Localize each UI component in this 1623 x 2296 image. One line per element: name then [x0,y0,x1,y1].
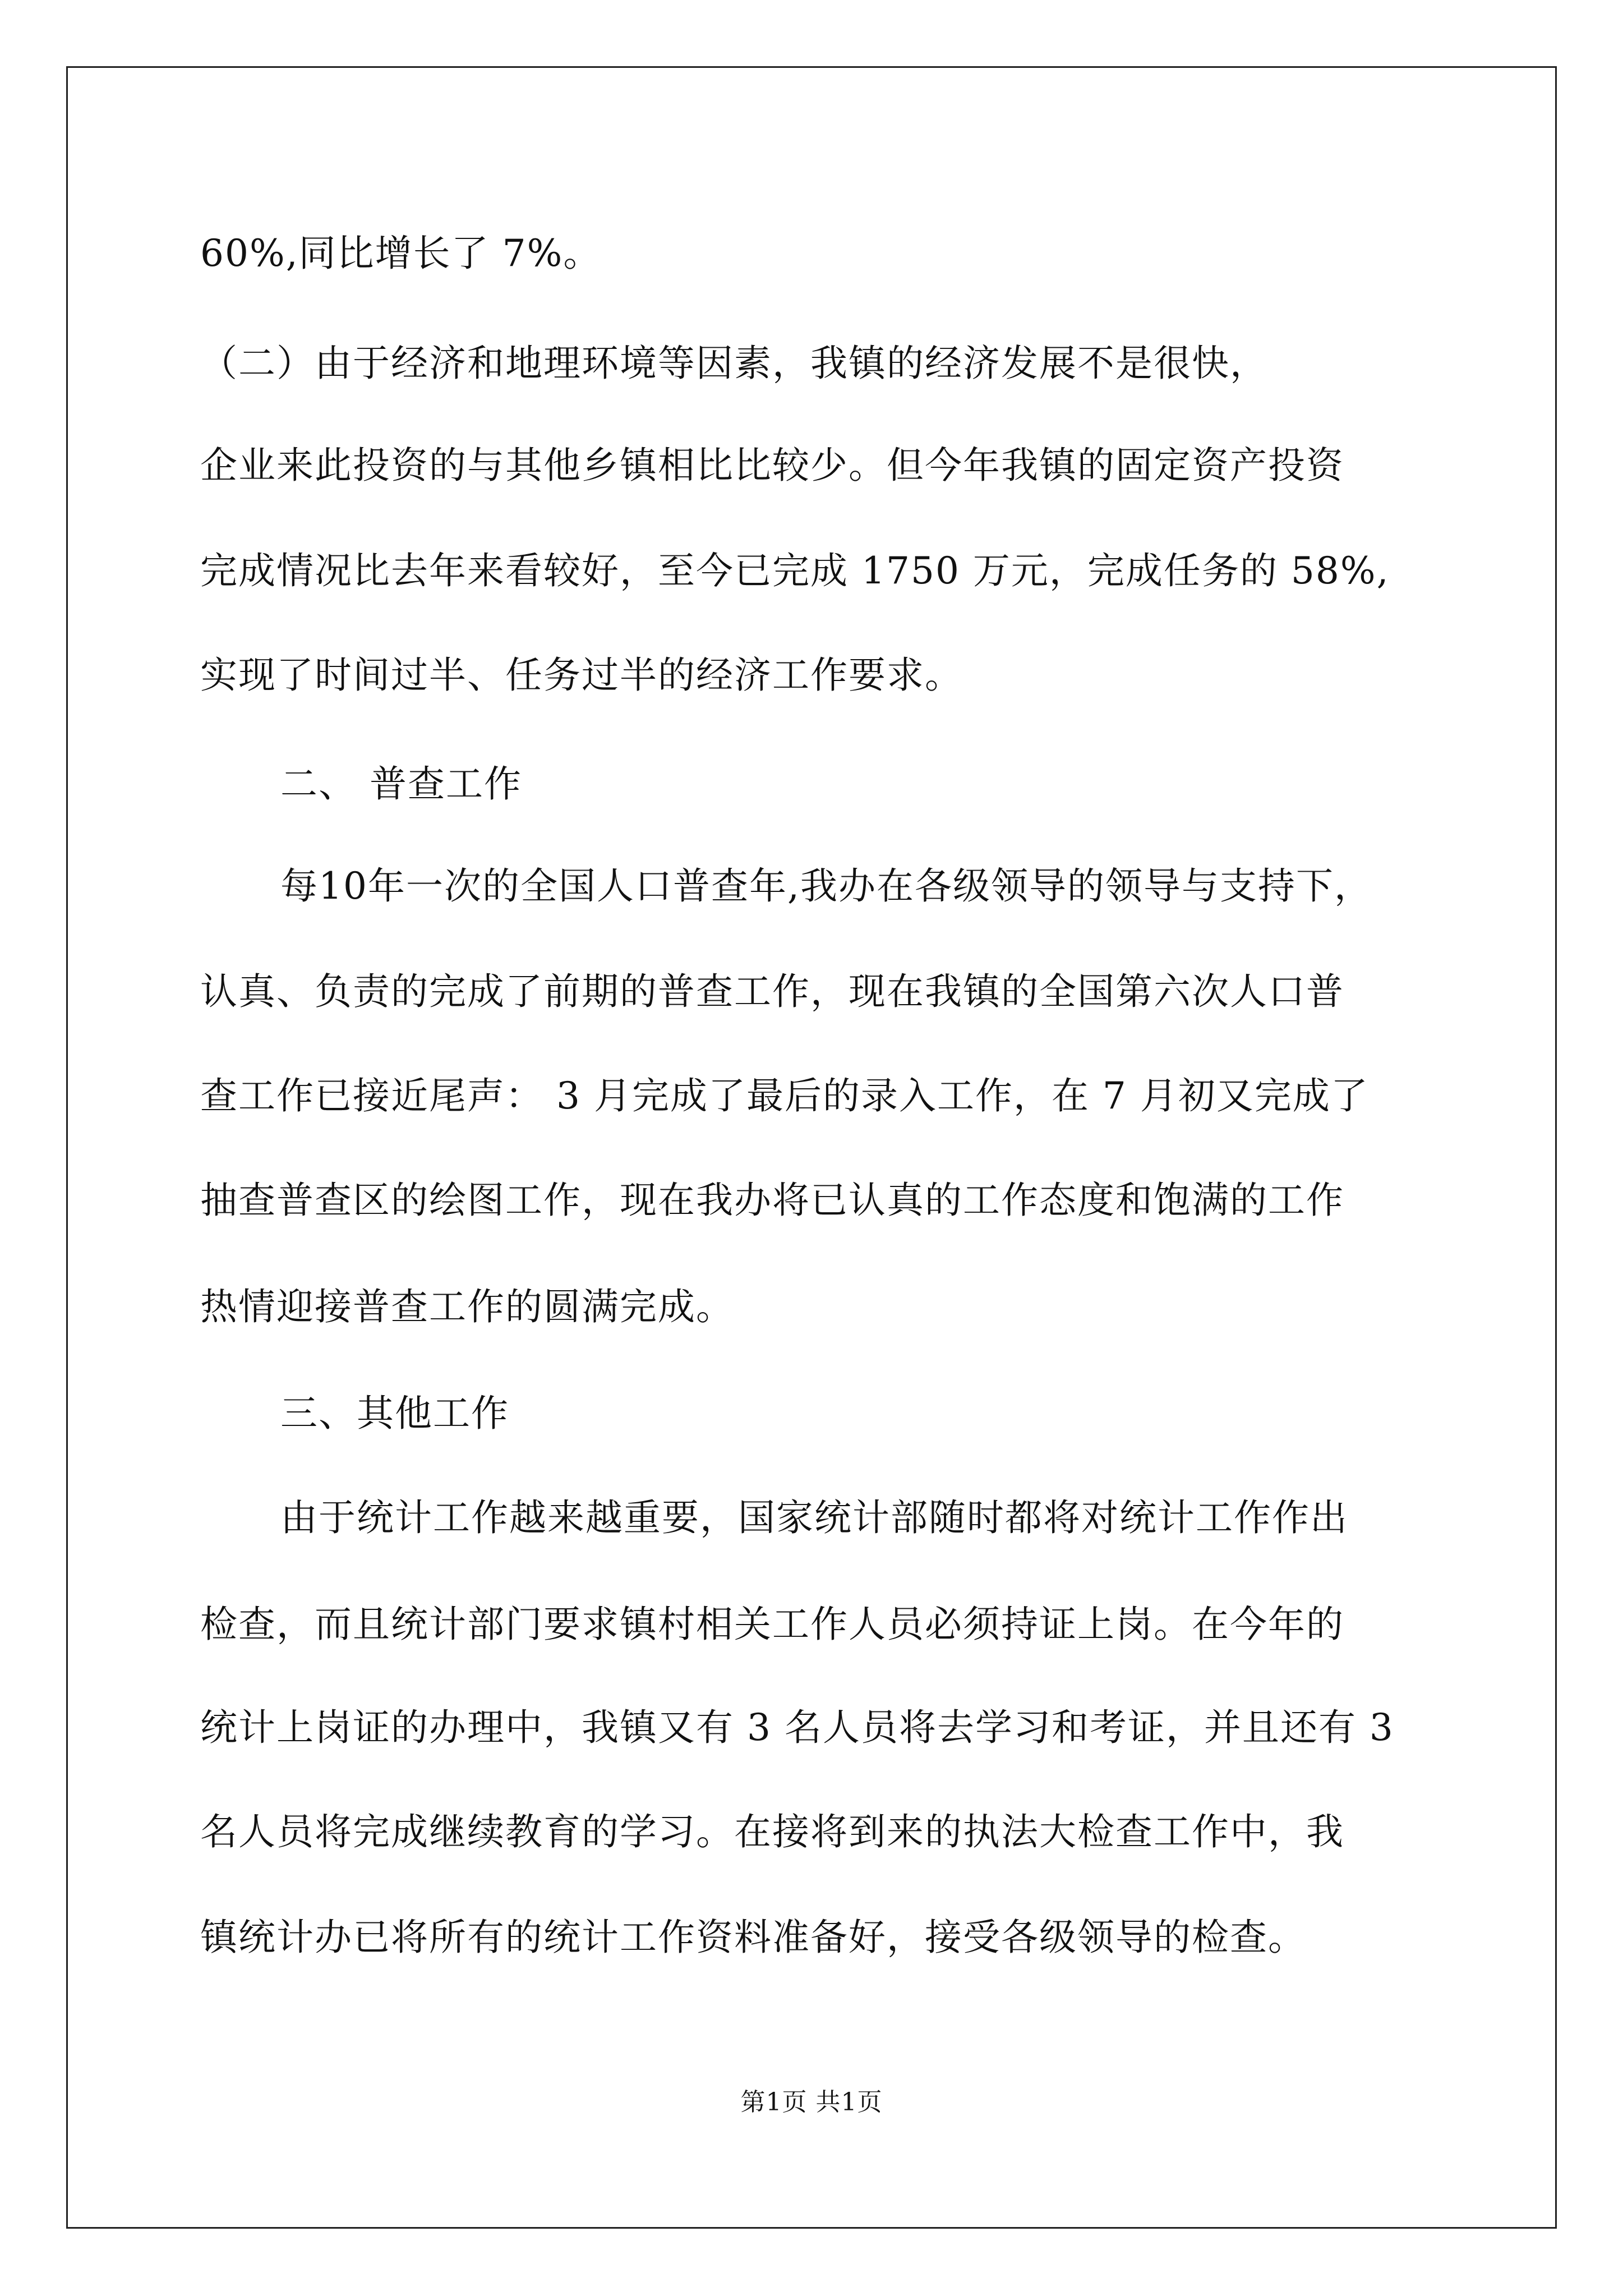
body-line: 60%,同比增长了 7%。 [200,232,602,275]
body-line: 统计上岗证的办理中，我镇又有 3 名人员将去学习和考证，并且还有 3 [200,1706,1394,1749]
body-line: 完成情况比去年来看较好，至今已完成 1750 万元，完成任务的 58%, [200,549,1390,592]
body-line: 抽查普查区的绘图工作，现在我办将已认真的工作态度和饱满的工作 [200,1179,1344,1222]
body-line: 名人员将完成继续教育的学习。在接将到来的执法大检查工作中，我 [200,1810,1344,1853]
body-line: 企业来此投资的与其他乡镇相比比较少。但今年我镇的固定资产投资 [200,444,1344,487]
body-line: 镇统计办已将所有的统计工作资料准备好，接受各级领导的检查。 [200,1916,1306,1959]
page-number-footer: 第1页 共1页 [740,2088,883,2116]
body-line: 认真、负责的完成了前期的普查工作，现在我镇的全国第六次人口普 [200,970,1344,1013]
body-line: 热情迎接普查工作的圆满完成。 [200,1285,734,1328]
body-line: 检查，而且统计部门要求镇村相关工作人员必须持证上岗。在今年的 [200,1603,1344,1646]
body-line: 查工作已接近尾声： 3 月完成了最后的录入工作，在 7 月初又完成了 [200,1074,1369,1117]
paragraph-first-line: 由于统计工作越来越重要，国家统计部随时都将对统计工作作出 [280,1496,1348,1539]
section-paragraph-line: （二）由于经济和地理环境等因素，我镇的经济发展不是很快， [200,342,1268,385]
section-heading: 二、 普查工作 [280,762,522,806]
page-border [66,66,1557,2229]
paragraph-first-line: 每10年一次的全国人口普查年,我办在各级领导的领导与支持下， [280,864,1372,908]
section-heading: 三、其他工作 [280,1392,509,1435]
body-line: 实现了时间过半、任务过半的经济工作要求。 [200,654,963,697]
